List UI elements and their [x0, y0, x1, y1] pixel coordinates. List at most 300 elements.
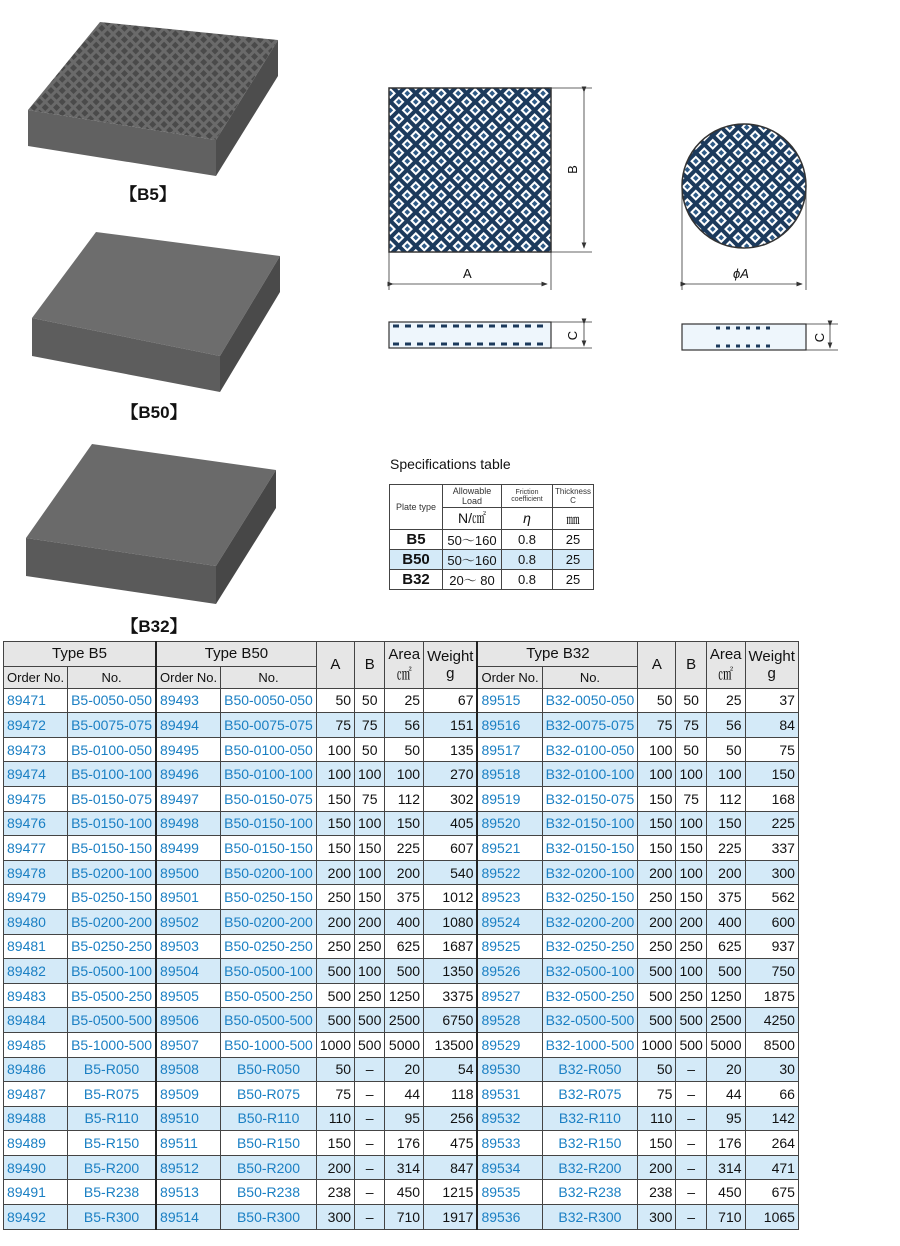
- order-no-cell: 89477: [4, 836, 68, 861]
- value-cell: 250: [638, 885, 676, 910]
- spec-type: B32: [390, 570, 443, 590]
- order-no-cell: 89488: [4, 1106, 68, 1131]
- value-cell: –: [355, 1131, 385, 1156]
- order-no-cell: 89479: [4, 885, 68, 910]
- part-no-cell: B32-0250-250: [542, 934, 638, 959]
- value-cell: 50: [316, 688, 354, 713]
- part-no-cell: B5-R075: [68, 1082, 156, 1107]
- value-cell: 150: [316, 1131, 354, 1156]
- header-order-no: Order No.: [477, 666, 542, 688]
- value-cell: 150: [355, 836, 385, 861]
- dim-phi-a-label: ϕA: [733, 266, 749, 281]
- part-no-cell: B50-R050: [221, 1057, 317, 1082]
- order-no-cell: 89522: [477, 860, 542, 885]
- order-no-cell: 89491: [4, 1180, 68, 1205]
- value-cell: 100: [676, 959, 706, 984]
- part-no-cell: B5-0075-075: [68, 713, 156, 738]
- value-cell: 710: [706, 1205, 745, 1230]
- spec-type: B50: [390, 550, 443, 570]
- part-no-cell: B32-0150-100: [542, 811, 638, 836]
- spec-unit-friction: η: [502, 507, 553, 530]
- value-cell: 200: [316, 909, 354, 934]
- value-cell: 6750: [424, 1008, 478, 1033]
- value-cell: 1000: [316, 1032, 354, 1057]
- part-no-cell: B50-1000-500: [221, 1032, 317, 1057]
- value-cell: 256: [424, 1106, 478, 1131]
- order-no-cell: 89516: [477, 713, 542, 738]
- order-no-cell: 89474: [4, 762, 68, 787]
- order-no-cell: 89535: [477, 1180, 542, 1205]
- value-cell: 75: [316, 1082, 354, 1107]
- order-no-cell: 89472: [4, 713, 68, 738]
- order-no-cell: 89530: [477, 1057, 542, 1082]
- spec-friction: 0.8: [502, 550, 553, 570]
- order-no-cell: 89484: [4, 1008, 68, 1033]
- header-type-b5: Type B5: [4, 642, 157, 667]
- order-no-cell: 89495: [156, 737, 221, 762]
- order-no-cell: 89524: [477, 909, 542, 934]
- value-cell: 500: [355, 1008, 385, 1033]
- part-no-cell: B5-0150-075: [68, 786, 156, 811]
- value-cell: 238: [316, 1180, 354, 1205]
- value-cell: 150: [676, 885, 706, 910]
- dim-a-label: A: [463, 266, 472, 281]
- value-cell: 200: [638, 909, 676, 934]
- header-weight-unit: g: [446, 664, 455, 682]
- spec-type: B5: [390, 530, 443, 550]
- value-cell: 225: [745, 811, 798, 836]
- order-no-cell: 89515: [477, 688, 542, 713]
- value-cell: 100: [316, 762, 354, 787]
- part-no-cell: B32-0100-050: [542, 737, 638, 762]
- value-cell: 475: [424, 1131, 478, 1156]
- value-cell: 1350: [424, 959, 478, 984]
- value-cell: 1215: [424, 1180, 478, 1205]
- value-cell: 50: [676, 737, 706, 762]
- order-no-cell: 89521: [477, 836, 542, 861]
- value-cell: 50: [676, 688, 706, 713]
- order-no-cell: 89509: [156, 1082, 221, 1107]
- part-no-cell: B5-1000-500: [68, 1032, 156, 1057]
- order-no-cell: 89534: [477, 1155, 542, 1180]
- part-no-cell: B32-0050-050: [542, 688, 638, 713]
- part-no-cell: B50-0075-075: [221, 713, 317, 738]
- part-no-cell: B5-0100-050: [68, 737, 156, 762]
- value-cell: 405: [424, 811, 478, 836]
- header-a-b32: A: [638, 642, 676, 689]
- value-cell: 75: [638, 713, 676, 738]
- part-no-cell: B50-0200-100: [221, 860, 317, 885]
- value-cell: –: [676, 1106, 706, 1131]
- value-cell: 300: [745, 860, 798, 885]
- value-cell: 168: [745, 786, 798, 811]
- value-cell: 75: [355, 713, 385, 738]
- order-no-cell: 89496: [156, 762, 221, 787]
- part-no-cell: B5-0250-150: [68, 885, 156, 910]
- spec-table: [389, 484, 594, 590]
- value-cell: 135: [424, 737, 478, 762]
- value-cell: 238: [638, 1180, 676, 1205]
- value-cell: 937: [745, 934, 798, 959]
- value-cell: 250: [316, 934, 354, 959]
- value-cell: 30: [745, 1057, 798, 1082]
- header-weight-label: Weight: [427, 647, 474, 665]
- order-no-cell: 89532: [477, 1106, 542, 1131]
- table-row: [4, 1008, 799, 1033]
- value-cell: 200: [385, 860, 424, 885]
- header-type-b32: Type B32: [477, 642, 637, 667]
- value-cell: 150: [316, 836, 354, 861]
- value-cell: 150: [355, 885, 385, 910]
- spec-header-thickness: Thickness C: [553, 485, 594, 508]
- value-cell: 20: [385, 1057, 424, 1082]
- value-cell: 200: [316, 1155, 354, 1180]
- header-area-unit: ㎠: [396, 665, 412, 683]
- value-cell: 112: [385, 786, 424, 811]
- value-cell: 500: [316, 983, 354, 1008]
- order-no-cell: 89513: [156, 1180, 221, 1205]
- value-cell: –: [355, 1155, 385, 1180]
- order-no-cell: 89478: [4, 860, 68, 885]
- value-cell: 142: [745, 1106, 798, 1131]
- part-no-cell: B32-R110: [542, 1106, 638, 1131]
- value-cell: 50: [638, 688, 676, 713]
- table-row: [4, 1106, 799, 1131]
- spec-row: [390, 550, 594, 570]
- b32-caption: 【B32】: [121, 617, 187, 636]
- part-no-cell: B5-0200-200: [68, 909, 156, 934]
- spec-friction: 0.8: [502, 570, 553, 590]
- order-no-cell: 89489: [4, 1131, 68, 1156]
- order-no-cell: 89473: [4, 737, 68, 762]
- order-no-cell: 89528: [477, 1008, 542, 1033]
- part-no-cell: B50-R200: [221, 1155, 317, 1180]
- table-row: [4, 836, 799, 861]
- spec-header-friction: Friction coefficient: [502, 485, 553, 508]
- order-no-cell: 89526: [477, 959, 542, 984]
- value-cell: 150: [316, 811, 354, 836]
- value-cell: 100: [676, 762, 706, 787]
- value-cell: 50: [355, 688, 385, 713]
- order-no-cell: 89529: [477, 1032, 542, 1057]
- order-no-cell: 89520: [477, 811, 542, 836]
- value-cell: 600: [745, 909, 798, 934]
- value-cell: 1250: [706, 983, 745, 1008]
- order-no-cell: 89492: [4, 1205, 68, 1230]
- spec-thickness: 25: [553, 570, 594, 590]
- value-cell: 500: [638, 983, 676, 1008]
- part-no-cell: B32-0200-200: [542, 909, 638, 934]
- part-no-cell: B32-R050: [542, 1057, 638, 1082]
- b50-plate-image: [32, 232, 280, 392]
- value-cell: 250: [676, 983, 706, 1008]
- value-cell: 450: [706, 1180, 745, 1205]
- value-cell: 1875: [745, 983, 798, 1008]
- header-type-b50: Type B50: [156, 642, 316, 667]
- header-area-label: Area: [388, 645, 421, 663]
- header-area: [385, 642, 424, 689]
- round-plate-drawing: [682, 124, 838, 350]
- part-no-cell: B50-0500-500: [221, 1008, 317, 1033]
- value-cell: 50: [355, 737, 385, 762]
- part-no-cell: B32-0500-500: [542, 1008, 638, 1033]
- spec-row: [390, 530, 594, 550]
- value-cell: 56: [385, 713, 424, 738]
- part-no-cell: B50-0100-100: [221, 762, 317, 787]
- order-no-cell: 89523: [477, 885, 542, 910]
- order-no-cell: 89487: [4, 1082, 68, 1107]
- part-no-cell: B32-R200: [542, 1155, 638, 1180]
- value-cell: 375: [706, 885, 745, 910]
- part-no-cell: B50-0150-150: [221, 836, 317, 861]
- part-no-cell: B5-R050: [68, 1057, 156, 1082]
- order-no-cell: 89508: [156, 1057, 221, 1082]
- order-no-cell: 89485: [4, 1032, 68, 1057]
- value-cell: 675: [745, 1180, 798, 1205]
- table-row: [4, 983, 799, 1008]
- spec-unit-load: N/㎠: [443, 507, 502, 530]
- part-no-cell: B32-0150-075: [542, 786, 638, 811]
- part-no-cell: B5-0150-100: [68, 811, 156, 836]
- value-cell: 500: [355, 1032, 385, 1057]
- value-cell: 75: [676, 786, 706, 811]
- b5-plate-image: [28, 22, 278, 176]
- value-cell: 110: [316, 1106, 354, 1131]
- order-no-cell: 89494: [156, 713, 221, 738]
- value-cell: 2500: [706, 1008, 745, 1033]
- value-cell: 100: [355, 762, 385, 787]
- order-no-cell: 89506: [156, 1008, 221, 1033]
- part-no-cell: B50-R110: [221, 1106, 317, 1131]
- part-no-cell: B50-0050-050: [221, 688, 317, 713]
- value-cell: 400: [706, 909, 745, 934]
- header-a: A: [316, 642, 354, 689]
- part-no-cell: B50-R075: [221, 1082, 317, 1107]
- value-cell: 44: [706, 1082, 745, 1107]
- order-no-cell: 89511: [156, 1131, 221, 1156]
- order-no-cell: 89497: [156, 786, 221, 811]
- order-no-cell: 89505: [156, 983, 221, 1008]
- part-no-cell: B32-0100-100: [542, 762, 638, 787]
- table-row: [4, 1082, 799, 1107]
- value-cell: 5000: [385, 1032, 424, 1057]
- order-no-cell: 89531: [477, 1082, 542, 1107]
- table-row: [4, 811, 799, 836]
- order-no-cell: 89481: [4, 934, 68, 959]
- value-cell: 300: [316, 1205, 354, 1230]
- order-no-cell: 89499: [156, 836, 221, 861]
- part-no-cell: B50-R238: [221, 1180, 317, 1205]
- b5-caption: 【B5】: [120, 185, 176, 204]
- part-no-cell: B32-0200-100: [542, 860, 638, 885]
- order-no-cell: 89501: [156, 885, 221, 910]
- value-cell: 2500: [385, 1008, 424, 1033]
- value-cell: 100: [385, 762, 424, 787]
- table-row: [4, 1180, 799, 1205]
- value-cell: 625: [385, 934, 424, 959]
- header-no: No.: [542, 666, 638, 688]
- value-cell: 562: [745, 885, 798, 910]
- value-cell: 500: [638, 959, 676, 984]
- value-cell: 56: [706, 713, 745, 738]
- value-cell: 75: [638, 1082, 676, 1107]
- order-no-cell: 89518: [477, 762, 542, 787]
- value-cell: 150: [638, 811, 676, 836]
- table-row: [4, 786, 799, 811]
- order-no-cell: 89503: [156, 934, 221, 959]
- value-cell: 75: [745, 737, 798, 762]
- header-no: No.: [68, 666, 156, 688]
- value-cell: 44: [385, 1082, 424, 1107]
- order-no-cell: 89514: [156, 1205, 221, 1230]
- value-cell: 250: [638, 934, 676, 959]
- b32-plate-image: [26, 444, 276, 604]
- value-cell: 1012: [424, 885, 478, 910]
- value-cell: –: [355, 1106, 385, 1131]
- part-no-cell: B50-0150-075: [221, 786, 317, 811]
- part-no-cell: B5-R200: [68, 1155, 156, 1180]
- value-cell: 500: [676, 1032, 706, 1057]
- value-cell: 50: [706, 737, 745, 762]
- part-no-cell: B50-0500-250: [221, 983, 317, 1008]
- part-no-cell: B5-0500-250: [68, 983, 156, 1008]
- order-no-cell: 89525: [477, 934, 542, 959]
- value-cell: 100: [676, 860, 706, 885]
- header-b: B: [355, 642, 385, 689]
- spec-thickness: 25: [553, 530, 594, 550]
- value-cell: 110: [638, 1106, 676, 1131]
- part-no-cell: B32-0075-075: [542, 713, 638, 738]
- value-cell: 25: [706, 688, 745, 713]
- order-no-cell: 89517: [477, 737, 542, 762]
- part-no-cell: B5-R238: [68, 1180, 156, 1205]
- header-area-unit: ㎠: [718, 665, 734, 683]
- value-cell: 200: [638, 1155, 676, 1180]
- value-cell: 471: [745, 1155, 798, 1180]
- value-cell: 75: [676, 713, 706, 738]
- spec-row: [390, 570, 594, 590]
- value-cell: 100: [676, 811, 706, 836]
- header-area-b32: [706, 642, 745, 689]
- value-cell: 250: [676, 934, 706, 959]
- spec-friction: 0.8: [502, 530, 553, 550]
- spec-load: 50～160: [443, 530, 502, 550]
- value-cell: 847: [424, 1155, 478, 1180]
- value-cell: 302: [424, 786, 478, 811]
- table-row: [4, 737, 799, 762]
- table-row: [4, 1131, 799, 1156]
- value-cell: 75: [355, 786, 385, 811]
- value-cell: 95: [706, 1106, 745, 1131]
- order-no-cell: 89490: [4, 1155, 68, 1180]
- table-row: [4, 713, 799, 738]
- value-cell: 540: [424, 860, 478, 885]
- value-cell: 625: [706, 934, 745, 959]
- value-cell: 250: [355, 934, 385, 959]
- value-cell: 25: [385, 688, 424, 713]
- part-no-cell: B32-R150: [542, 1131, 638, 1156]
- part-no-cell: B32-R238: [542, 1180, 638, 1205]
- part-no-cell: B5-0500-500: [68, 1008, 156, 1033]
- order-no-cell: 89482: [4, 959, 68, 984]
- value-cell: 450: [385, 1180, 424, 1205]
- order-no-cell: 89493: [156, 688, 221, 713]
- part-no-cell: B50-R300: [221, 1205, 317, 1230]
- value-cell: 5000: [706, 1032, 745, 1057]
- value-cell: 20: [706, 1057, 745, 1082]
- table-row: [4, 959, 799, 984]
- table-row: [4, 762, 799, 787]
- value-cell: 500: [706, 959, 745, 984]
- order-no-cell: 89476: [4, 811, 68, 836]
- value-cell: 1917: [424, 1205, 478, 1230]
- order-no-cell: 89519: [477, 786, 542, 811]
- part-no-cell: B50-0250-250: [221, 934, 317, 959]
- value-cell: 710: [385, 1205, 424, 1230]
- round-dim-c-label: C: [812, 332, 828, 343]
- value-cell: 200: [355, 909, 385, 934]
- spec-table-title: Specifications table: [390, 456, 511, 472]
- part-no-cell: B5-0250-250: [68, 934, 156, 959]
- header-order-no: Order No.: [156, 666, 221, 688]
- value-cell: –: [355, 1205, 385, 1230]
- value-cell: 151: [424, 713, 478, 738]
- part-no-cell: B32-R075: [542, 1082, 638, 1107]
- value-cell: –: [355, 1082, 385, 1107]
- part-no-cell: B50-0250-150: [221, 885, 317, 910]
- header-b-b32: B: [676, 642, 706, 689]
- order-no-cell: 89502: [156, 909, 221, 934]
- order-no-cell: 89504: [156, 959, 221, 984]
- part-no-cell: B5-R150: [68, 1131, 156, 1156]
- value-cell: 500: [316, 959, 354, 984]
- spec-unit-thickness: ㎜: [553, 507, 594, 530]
- value-cell: 150: [706, 811, 745, 836]
- value-cell: 100: [316, 737, 354, 762]
- value-cell: 225: [385, 836, 424, 861]
- table-row: [4, 1155, 799, 1180]
- part-no-cell: B5-0100-100: [68, 762, 156, 787]
- value-cell: 75: [316, 713, 354, 738]
- order-no-cell: 89480: [4, 909, 68, 934]
- order-no-cell: 89533: [477, 1131, 542, 1156]
- order-no-cell: 89512: [156, 1155, 221, 1180]
- value-cell: 54: [424, 1057, 478, 1082]
- value-cell: 3375: [424, 983, 478, 1008]
- value-cell: 150: [638, 1131, 676, 1156]
- value-cell: –: [355, 1180, 385, 1205]
- value-cell: –: [676, 1082, 706, 1107]
- value-cell: 37: [745, 688, 798, 713]
- value-cell: 67: [424, 688, 478, 713]
- value-cell: 264: [745, 1131, 798, 1156]
- order-no-cell: 89527: [477, 983, 542, 1008]
- value-cell: 225: [706, 836, 745, 861]
- header-weight-label: Weight: [748, 647, 795, 665]
- spec-load: 20～ 80: [443, 570, 502, 590]
- part-no-cell: B5-R110: [68, 1106, 156, 1131]
- order-no-cell: 89507: [156, 1032, 221, 1057]
- b50-caption: 【B50】: [121, 403, 187, 422]
- value-cell: 100: [355, 860, 385, 885]
- header-weight-unit: g: [767, 664, 776, 682]
- value-cell: 1080: [424, 909, 478, 934]
- value-cell: 300: [638, 1205, 676, 1230]
- value-cell: 607: [424, 836, 478, 861]
- order-no-cell: 89483: [4, 983, 68, 1008]
- spec-header-load: Allowable Load: [443, 485, 502, 508]
- value-cell: 400: [385, 909, 424, 934]
